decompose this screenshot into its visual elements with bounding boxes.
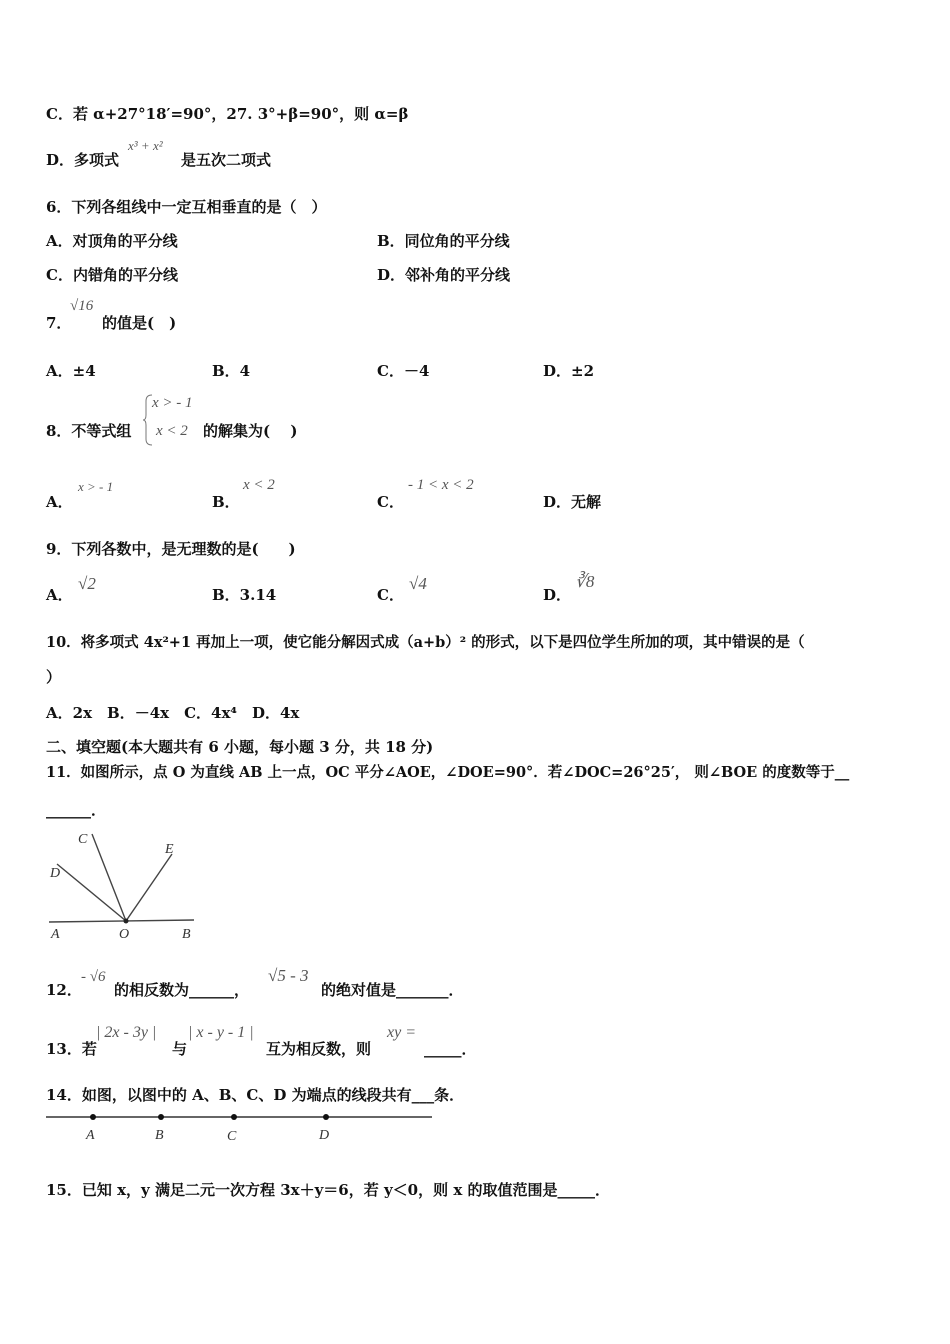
q10-options: A．2x B．－4x C．4x⁴ D．4x — [46, 704, 300, 722]
q12-text-2: 的绝对值是_______． — [321, 981, 464, 999]
q14-line-figure — [44, 1108, 436, 1148]
q10-stem-line2: ） — [46, 668, 62, 686]
q6-option-c: C．内错角的平分线 — [46, 266, 178, 284]
q9-option-a-expression: √2 — [78, 574, 96, 593]
q13-text: 互为相反数，则 — [266, 1040, 372, 1058]
q9-option-d-expression: ∛8 — [575, 572, 595, 591]
q8-inequality-1: x > - 1 — [152, 395, 193, 411]
q5-option-d — [46, 149, 119, 170]
q8-option-a-label: A． — [46, 493, 73, 511]
q8-option-a-expression: x > - 1 — [78, 479, 114, 494]
q12-expression-1: - √6 — [81, 969, 106, 985]
q6-option-a: A．对顶角的平分线 — [46, 232, 178, 250]
q8-option-c-label: C． — [377, 493, 404, 511]
q14-label-b: B — [155, 1128, 164, 1143]
q12-expression-2: √5 - 3 — [268, 966, 309, 985]
q5-option-c: C．若 α+27°18′=90°，27. 3°+β=90°，则 α=β — [46, 105, 409, 123]
q11-label-e: E — [165, 842, 174, 857]
q6-option-b: B．同位角的平分线 — [377, 232, 510, 250]
q13-expression-1: | 2x - 3y | — [96, 1024, 157, 1041]
q11-label-d: D — [50, 866, 61, 881]
q11-label-a: A — [51, 927, 60, 942]
q14-stem: 14．如图，以图中的 A、B、C、D 为端点的线段共有___条． — [46, 1086, 465, 1104]
q13-number: 13．若 — [46, 1040, 97, 1058]
q7-option-d: D．±2 — [543, 362, 595, 380]
q14-label-c: C — [227, 1129, 237, 1144]
q11-stem-line2: ______． — [46, 801, 107, 819]
q7-option-a: A．±4 — [46, 362, 96, 380]
q9-option-a-label: A． — [46, 586, 73, 604]
q11-stem-line1: 11．如图所示，点 O 为直线 AB 上一点，OC 平分∠AOE，∠DOE=90°．若∠DOC=26°25′， 则∠BOE 的度数等于__ — [46, 764, 850, 781]
q13-expression-3: xy = — [387, 1024, 416, 1041]
q8-stem: 8．不等式组 — [46, 422, 132, 440]
q6-option-d: D．邻补角的平分线 — [377, 266, 511, 284]
q8-inequality-2: x < 2 — [156, 423, 188, 439]
q8-stem-suffix: 的解集为( ) — [203, 422, 298, 440]
q11-label-o: O — [119, 927, 130, 942]
q12-text-1: 的相反数为______， — [114, 981, 250, 999]
q8-option-b-expression: x < 2 — [243, 477, 275, 493]
q9-option-b: B．3.14 — [212, 586, 277, 604]
q11-label-b: B — [182, 927, 191, 942]
q11-label-c: C — [78, 832, 88, 847]
q9-option-c-label: C． — [377, 586, 404, 604]
q13-expression-2: | x - y - 1 | — [188, 1024, 254, 1041]
q15-stem: 15．已知 x，y 满足二元一次方程 3x＋y＝6，若 y＜0，则 x 的取值范围是_____． — [46, 1181, 610, 1199]
q7-stem-suffix: 的值是( ) — [102, 314, 177, 332]
q5-option-d-suffix: 是五次二项式 — [181, 151, 272, 169]
q7-option-c: C．－4 — [377, 362, 430, 380]
q9-option-c-expression: √4 — [409, 574, 427, 593]
section2-title: 二、填空题(本大题共有 6 小题，每小题 3 分，共 18 分) — [46, 738, 434, 756]
q5-option-d-prefix: D．多项式 — [46, 151, 120, 169]
q9-option-d-label: D． — [543, 586, 572, 604]
q9-stem: 9．下列各数中，是无理数的是( ) — [46, 540, 296, 558]
q8-option-b-label: B． — [212, 493, 240, 511]
q11-angle-figure — [44, 826, 204, 946]
q7-number: 7． — [46, 314, 72, 332]
q8-option-d: D．无解 — [543, 493, 602, 511]
q5-option-d-expression: x³ + x² — [128, 138, 163, 153]
q14-label-a: A — [86, 1128, 95, 1143]
q10-stem-line1: 10．将多项式 4x²+1 再加上一项，使它能分解因式成（a+b）² 的形式，以下是四位学生所加的项，其中错误的是（ — [46, 634, 805, 651]
q13-mid: 与 — [172, 1040, 188, 1058]
q13-blank: _____． — [424, 1040, 477, 1058]
q7-option-b: B．4 — [212, 362, 251, 380]
q14-label-d: D — [319, 1128, 330, 1143]
q7-sqrt-expression: √16 — [70, 298, 94, 314]
q12-number: 12． — [46, 981, 82, 999]
q6-stem: 6．下列各组线中一定互相垂直的是（ ） — [46, 198, 327, 216]
q8-option-c-expression: - 1 < x < 2 — [408, 477, 474, 493]
